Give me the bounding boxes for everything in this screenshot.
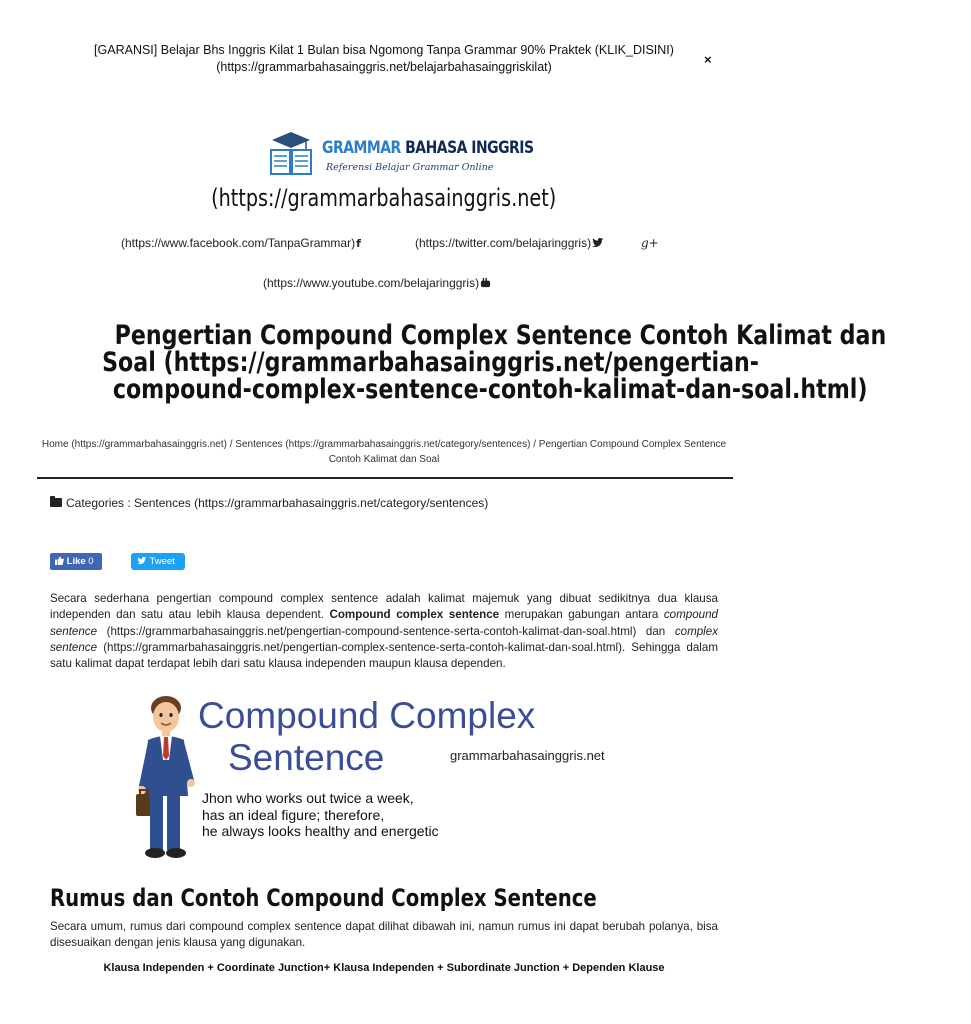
twitter-link-text[interactable]: (https://twitter.com/belajaringgris) [415, 236, 592, 250]
article-illustration [136, 690, 636, 862]
illustration-site-label: grammarbahasainggris.net [450, 748, 605, 763]
intro-bold-term: Compound complex sentence [329, 608, 500, 622]
logo-title [322, 138, 534, 158]
twitter-bird-icon [137, 557, 147, 565]
compound-sentence-link[interactable]: compound sentence [50, 608, 718, 638]
youtube-link[interactable] [263, 276, 491, 290]
facebook-like-button[interactable] [50, 553, 102, 570]
facebook-link-text[interactable]: (https://www.facebook.com/TanpaGrammar) [121, 236, 356, 250]
site-home-link[interactable] [0, 184, 768, 212]
post-categories [50, 496, 488, 510]
twitter-link[interactable] [415, 236, 604, 250]
site-logo[interactable] [266, 130, 534, 178]
promo-text[interactable]: [GARANSI] Belajar Bhs Inggris Kilat 1 Bulan bisa Ngomong Tanpa Grammar 90% Praktek (KLIK_DISINI) (https://grammarbahasainggris.net/belajarbahasainggriskilat) [94, 43, 674, 74]
facebook-link[interactable] [121, 236, 361, 250]
section-heading: Rumus dan Contoh Compound Complex Sentence [50, 884, 597, 912]
intro-paragraph [50, 591, 718, 672]
categories-label: Categories : [66, 496, 135, 510]
formula-text: Klausa Independen + Coordinate Junction+ Klausa Independen + Subordinate Junction + Dependen Klause [103, 962, 665, 974]
tweet-button[interactable] [131, 553, 185, 570]
illustration-title-line2: Sentence [228, 737, 385, 778]
post-title-line[interactable]: compound-complex-sentence-contoh-kalimat-dan-soal.html) [112, 374, 868, 405]
divider [37, 477, 733, 479]
facebook-icon: f [356, 237, 361, 250]
logo-word-grammar: GRAMMAR [322, 138, 401, 158]
example-line: Jhon who works out twice a week, [202, 790, 414, 806]
youtube-icon [480, 277, 491, 288]
tweet-label: Tweet [149, 556, 175, 567]
googleplus-icon[interactable]: g+ [641, 236, 659, 250]
googleplus-link[interactable] [641, 236, 659, 250]
intro-text: Secara sederhana pengertian compound complex sentence adalah kalimat majemuk yang dibuat sedikitnya dua klausa independen dan satu atau lebih klausa dependent. [50, 592, 718, 622]
logo-graduation-book-icon [266, 130, 316, 178]
site-url-text[interactable]: (https://grammarbahasainggris.net) [211, 184, 557, 212]
example-line: has an ideal figure; therefore, [202, 806, 385, 823]
promo-banner[interactable] [60, 42, 708, 76]
illustration-example [202, 790, 439, 840]
example-line: he always looks healthy and energetic [202, 823, 439, 839]
logo-word-bahasa-inggris: BAHASA INGGRIS [405, 138, 534, 158]
post-title[interactable] [30, 320, 887, 405]
complex-sentence-url[interactable]: (https://grammarbahasainggris.net/pengertian-complex-sentence-serta-contoh-kalimat-dan-soal.html) [97, 640, 622, 654]
intro-text: merupakan gabungan antara [499, 608, 664, 622]
illustration-title-line1: Compound Complex [198, 695, 536, 736]
like-label: Like [66, 556, 86, 567]
breadcrumb[interactable]: Home (https://grammarbahasainggris.net) / Sentences (https://grammarbahasainggris.net/category/sentences) / Pengertian Compound Complex Sentence Contoh Kalimat dan Soal [41, 439, 727, 465]
compound-sentence-url[interactable]: (https://grammarbahasainggris.net/pengertian-compound-sentence-serta-contoh-kalimat-dan-soal.html) [97, 624, 637, 638]
close-icon[interactable]: × [704, 52, 712, 67]
twitter-icon [592, 238, 604, 248]
logo-tagline: Referensi Belajar Grammar Online [326, 162, 494, 173]
category-link[interactable]: Sentences (https://grammarbahasainggris.net/category/sentences) [134, 496, 489, 510]
section-paragraph: Secara umum, rumus dari compound complex sentence dapat dilihat dibawah ini, namun rumus ini dapat berubah polanya, bisa disesuaikan dengan jenis klausa yang digunakan. [50, 920, 718, 950]
folder-icon [50, 498, 62, 507]
post-title-line[interactable]: Soal (https://grammarbahasainggris.net/pengertian- [102, 347, 759, 378]
post-title-line[interactable]: Pengertian Compound Complex Sentence Contoh Kalimat dan [114, 320, 887, 351]
complex-sentence-link[interactable]: complex sentence [50, 624, 718, 654]
intro-text: . Sehingga dalam satu kalimat dapat terdapat lebih dari satu klausa independen maupun klausa dependen. [50, 640, 718, 671]
intro-text: dan [636, 624, 675, 638]
youtube-link-text[interactable]: (https://www.youtube.com/belajaringgris) [263, 276, 480, 290]
like-count: 0 [88, 556, 94, 567]
thumbs-up-icon [55, 556, 64, 565]
